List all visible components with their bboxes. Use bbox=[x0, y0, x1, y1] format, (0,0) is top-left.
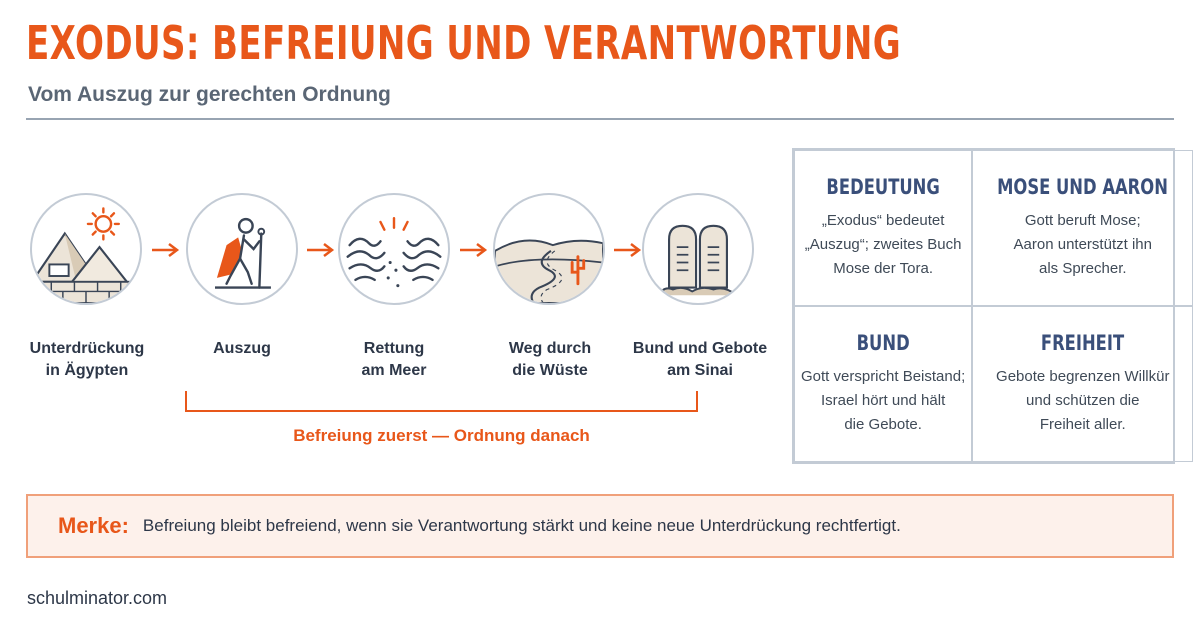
step-label-desert: Weg durch die Wüste bbox=[508, 340, 592, 379]
info-cell-title: FREIHEIT bbox=[1041, 331, 1125, 355]
info-cell-text: Gott beruft Mose; Aaron unterstützt ihn als Sprecher. bbox=[1013, 212, 1152, 277]
step-label-exodus: Auszug bbox=[213, 340, 271, 357]
merke-box bbox=[26, 494, 1174, 558]
info-cell-meaning bbox=[794, 150, 972, 306]
step-label-sea-rescue: Rettung am Meer bbox=[361, 340, 427, 379]
page-subtitle: Vom Auszug zur gerechten Ordnung bbox=[28, 83, 391, 106]
info-grid bbox=[792, 148, 1175, 464]
page-title: EXODUS: BEFREIUNG UND VERANTWORTUNG bbox=[26, 16, 902, 70]
info-cell-covenant bbox=[794, 306, 972, 462]
step-label-oppression: Unterdrückung in Ägypten bbox=[29, 340, 145, 379]
pyramids-sun-icon bbox=[32, 195, 140, 303]
info-cell-title: BUND bbox=[856, 331, 910, 355]
info-cell-freedom bbox=[972, 306, 1193, 462]
arrow-right-icon bbox=[305, 242, 335, 258]
bracket-caption: Befreiung zuerst — Ordnung danach bbox=[293, 426, 590, 445]
info-cell-moses-aaron bbox=[972, 150, 1193, 306]
step-oppression-circle bbox=[30, 193, 142, 305]
merke-label: Merke: bbox=[58, 513, 129, 538]
header-divider bbox=[26, 118, 1174, 120]
arrow-right-icon bbox=[612, 242, 642, 258]
merke-text: Befreiung bleibt befreiend, wenn sie Verantwortung stärkt und keine neue Unterdrückung rechtfertigt. bbox=[142, 516, 901, 535]
step-exodus-circle bbox=[186, 193, 298, 305]
stone-tablets-icon bbox=[644, 195, 752, 303]
step-covenant-circle bbox=[642, 193, 754, 305]
info-cell-text: Gott verspricht Beistand; Israel hört und hält die Gebote. bbox=[801, 368, 966, 433]
info-cell-text: „Exodus“ bedeutet „Auszug“; zweites Buch Mose der Tora. bbox=[804, 212, 962, 277]
parted-sea-icon bbox=[340, 195, 448, 303]
info-cell-text: Gebote begrenzen Willkür und schützen die Freiheit aller. bbox=[996, 368, 1170, 433]
step-sea-rescue-circle bbox=[338, 193, 450, 305]
arrow-right-icon bbox=[150, 242, 180, 258]
desert-path-cactus-icon bbox=[495, 195, 603, 303]
info-cell-title: BEDEUTUNG bbox=[826, 175, 940, 199]
info-cell-title: MOSE UND AARON bbox=[997, 175, 1169, 199]
step-label-covenant: Bund und Gebote am Sinai bbox=[632, 340, 768, 379]
arrow-right-icon bbox=[458, 242, 488, 258]
walking-figure-with-staff-icon bbox=[188, 195, 296, 303]
phase-bracket bbox=[185, 391, 698, 412]
footer-site-name: schulminator.com bbox=[27, 588, 168, 608]
step-desert-circle bbox=[493, 193, 605, 305]
